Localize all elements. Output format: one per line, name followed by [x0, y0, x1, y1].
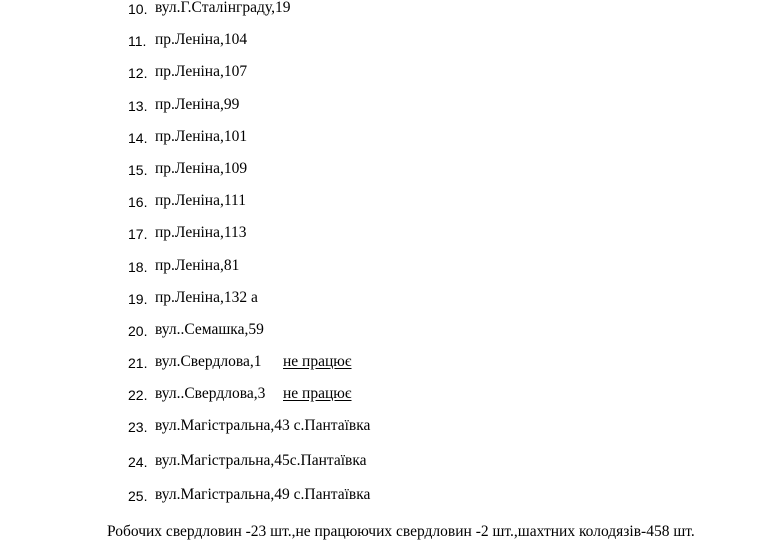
item-address: пр.Леніна,107: [155, 63, 248, 81]
status-note: не працює: [283, 353, 352, 371]
list-item: [0, 413, 783, 447]
item-number: 23.: [128, 419, 148, 436]
list-item: [0, 27, 783, 59]
list-item: [0, 0, 783, 27]
item-number: 20.: [128, 322, 148, 339]
item-number: 19.: [128, 290, 148, 307]
summary-text: Робочих свердловин -23 шт.,не працюючих свердловин -2 шт.,шахтних колодязів-458 шт.: [107, 523, 695, 540]
item-address: пр.Леніна,109: [155, 159, 248, 177]
item-number: 21.: [128, 355, 148, 372]
list-item: [0, 482, 783, 516]
item-address: вул.Магістральна,43 с.Пантаївка: [155, 417, 371, 435]
item-number: 13.: [128, 97, 148, 114]
item-number: 24.: [128, 453, 148, 470]
item-number: 11.: [128, 33, 147, 50]
list-item: [0, 188, 783, 220]
list-item: [0, 317, 783, 349]
list-item: [0, 124, 783, 156]
list-item: [0, 285, 783, 317]
item-number: 12.: [128, 65, 148, 82]
item-address: пр.Леніна,99: [155, 95, 240, 113]
item-address: пр.Леніна,113: [155, 224, 247, 242]
item-number: 18.: [128, 258, 148, 275]
item-number: 14.: [128, 129, 148, 146]
list-item: [0, 253, 783, 285]
list-item: [0, 156, 783, 188]
item-address: пр.Леніна,132 а: [155, 288, 258, 306]
item-number: 25.: [128, 487, 148, 504]
item-address: вул.Свердлова,1: [155, 353, 262, 371]
list-item: [0, 349, 783, 381]
item-address: пр.Леніна,111: [155, 192, 246, 210]
item-number: 15.: [128, 161, 148, 178]
item-address: вул..Семашка,59: [155, 320, 264, 338]
item-number: 16.: [128, 194, 148, 211]
list-item: [0, 381, 783, 413]
item-address: пр.Леніна,104: [155, 31, 248, 49]
list-item: [0, 92, 783, 124]
status-note: не працює: [283, 385, 352, 403]
item-number: 10.: [128, 1, 148, 17]
item-number: 17.: [128, 226, 148, 243]
item-number: 22.: [128, 387, 148, 404]
item-address: вул.Магістральна,49 с.Пантаївка: [155, 485, 371, 503]
item-address: вул.Магістральна,45с.Пантаївка: [155, 451, 367, 469]
item-address: пр.Леніна,81: [155, 256, 240, 274]
item-address: вул.Г.Сталінграду,19: [155, 0, 291, 16]
list-item: [0, 59, 783, 91]
item-address: вул..Свердлова,3: [155, 385, 266, 403]
list-item: [0, 448, 783, 482]
item-address: пр.Леніна,101: [155, 127, 248, 145]
list-item: [0, 220, 783, 252]
